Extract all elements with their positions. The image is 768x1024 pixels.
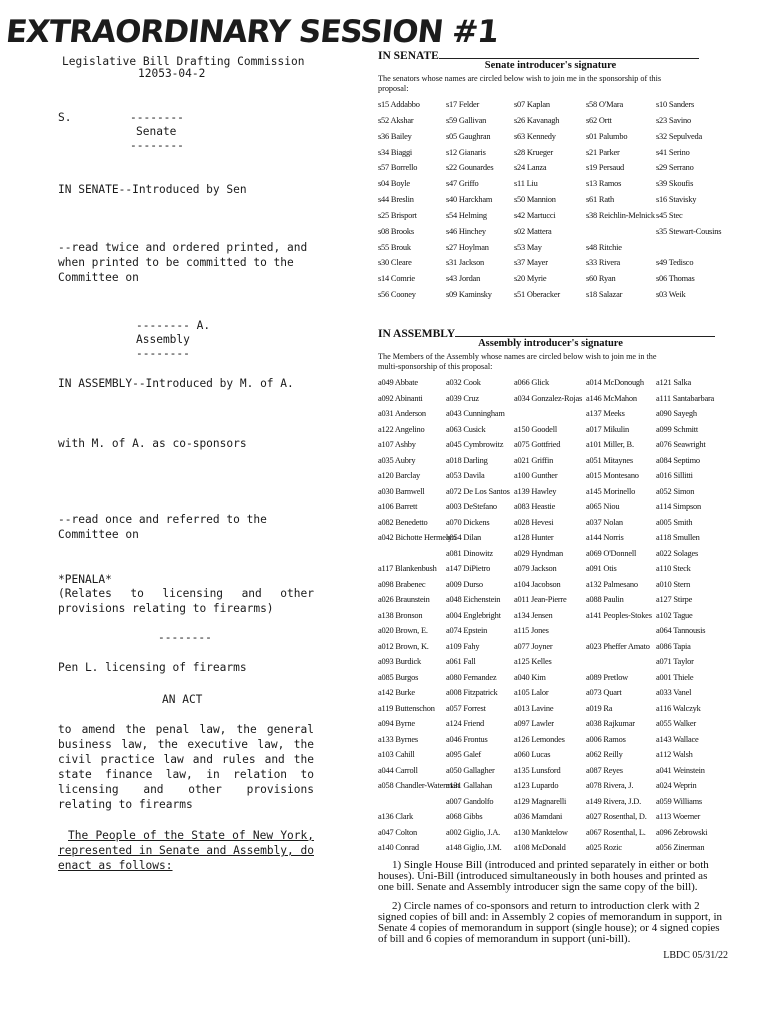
- member-name[interactable]: a133 Byrnes: [378, 734, 418, 744]
- member-name[interactable]: a074 Epstein: [446, 626, 488, 635]
- member-name[interactable]: a056 Zinerman: [656, 843, 705, 852]
- member-name[interactable]: a113 Woerner: [656, 812, 701, 821]
- member-name: [514, 409, 586, 425]
- senator-name[interactable]: s31 Jackson: [446, 258, 485, 268]
- senator-name[interactable]: s47 Griffo: [446, 179, 479, 189]
- senator-name[interactable]: s27 Hoylman: [446, 242, 489, 252]
- commission-name: Legislative Bill Drafting Commission: [62, 55, 305, 68]
- member-name: [586, 626, 656, 642]
- member-name[interactable]: a014 McDonough: [586, 378, 644, 387]
- assembly-introduced-line: IN ASSEMBLY--Introduced by M. of A.: [58, 377, 294, 390]
- senate-instruction: The senators whose names are circled below wish to join me in the sponsorship of this proposal:: [378, 74, 662, 93]
- member-name[interactable]: a028 Hevesi: [514, 517, 554, 527]
- member-name[interactable]: a091 Otis: [586, 564, 617, 573]
- senator-name[interactable]: s40 Harckham: [446, 195, 493, 205]
- member-name[interactable]: a020 Brown, E.: [378, 626, 428, 635]
- senator-name[interactable]: s02 Mattera: [514, 226, 552, 236]
- member-name[interactable]: a127 Stirpe: [656, 595, 693, 604]
- member-name[interactable]: a010 Stern: [656, 579, 691, 589]
- member-name[interactable]: a118 Smullen: [656, 533, 700, 542]
- member-name[interactable]: a053 Davila: [446, 471, 485, 480]
- senator-name[interactable]: s41 Serino: [656, 147, 690, 157]
- dash-line: --------: [136, 347, 190, 360]
- member-name[interactable]: a104 Jacobson: [514, 579, 561, 589]
- senator-name[interactable]: s03 Weik: [656, 290, 686, 300]
- senator-name[interactable]: s52 Akshar: [378, 115, 414, 125]
- senator-name[interactable]: s56 Cooney: [378, 290, 416, 300]
- member-name[interactable]: a089 Pretlow: [586, 672, 629, 682]
- member-name[interactable]: a023 Pheffer Amato: [586, 641, 650, 651]
- member-name[interactable]: a077 Joyner: [514, 641, 553, 651]
- bill-code: 12053-04-2: [138, 67, 206, 80]
- member-name[interactable]: a039 Cruz: [446, 393, 479, 403]
- senate-signature-label: Senate introducer's signature: [484, 60, 617, 71]
- member-name[interactable]: a145 Morinello: [586, 486, 636, 496]
- member-name[interactable]: a016 Sillitti: [656, 471, 693, 480]
- senator-name[interactable]: s39 Skoufis: [656, 179, 694, 189]
- member-name[interactable]: a102 Tague: [656, 610, 693, 620]
- senator-name[interactable]: s51 Oberacker: [514, 290, 560, 300]
- footnote-1: 1) Single House Bill (introduced and printed separately in either or both houses). Uni-Bill (introduced simultaneously in both houses and printed as one bill. Senate and Assembly introducer sign the same copy of the bill).: [378, 859, 709, 893]
- member-name[interactable]: a139 Hawley: [514, 486, 557, 496]
- senator-name[interactable]: s28 Krueger: [514, 147, 553, 157]
- assembly-heading-text: IN ASSEMBLY: [378, 328, 456, 340]
- member-name[interactable]: a029 Hyndman: [514, 548, 564, 558]
- member-name[interactable]: a013 Lavine: [514, 703, 554, 713]
- member-name[interactable]: a146 McMahon: [586, 393, 637, 403]
- member-name[interactable]: a032 Cook: [446, 378, 481, 387]
- senator-name[interactable]: s15 Addabbo: [378, 100, 420, 109]
- member-name[interactable]: a149 Rivera, J.D.: [586, 796, 641, 806]
- member-name[interactable]: a081 Dinowitz: [446, 548, 493, 558]
- senator-name[interactable]: s48 Ritchie: [586, 242, 622, 252]
- member-name[interactable]: a041 Weinstein: [656, 765, 705, 775]
- member-name[interactable]: a046 Frontus: [446, 734, 488, 744]
- member-name[interactable]: a061 Fall: [446, 657, 476, 666]
- an-act-heading: AN ACT: [162, 693, 203, 706]
- member-name[interactable]: a129 Magnarelli: [514, 796, 567, 806]
- member-name[interactable]: a110 Steck: [656, 564, 691, 573]
- member-name[interactable]: a015 Montesano: [586, 471, 639, 480]
- member-name[interactable]: a051 Mitaynes: [586, 455, 633, 465]
- member-name[interactable]: a062 Reilly: [586, 750, 623, 759]
- a-label: -------- A.: [136, 319, 211, 332]
- member-name[interactable]: a100 Gunther: [514, 471, 558, 480]
- senate-roster: [378, 100, 724, 306]
- member-name[interactable]: a078 Rivera, J.: [586, 781, 634, 790]
- act-text: to amend the penal law, the general business law, the executive law, the civil practice law and rules and the state finance law, in relation to licensing and other provisions relating to firearms: [58, 723, 314, 811]
- assembly-instruction: The Members of the Assembly whose names are circled below wish to join me in the multi-sponsorship of this proposal:: [378, 352, 657, 371]
- member-name[interactable]: a079 Jackson: [514, 564, 557, 573]
- member-name[interactable]: a087 Reyes: [586, 765, 623, 775]
- member-name[interactable]: a006 Ramos: [586, 734, 626, 744]
- senator-name[interactable]: s33 Rivera: [586, 258, 621, 268]
- member-name[interactable]: a049 Abbate: [378, 378, 418, 387]
- member-name[interactable]: a144 Norris: [586, 533, 624, 542]
- senator-name[interactable]: s54 Helming: [446, 210, 487, 220]
- senator-name[interactable]: s17 Felder: [446, 100, 480, 109]
- member-name[interactable]: a048 Eichenstein: [446, 595, 501, 604]
- member-name[interactable]: a112 Walsh: [656, 750, 693, 759]
- form-code: LBDC 05/31/22: [663, 950, 728, 961]
- member-name[interactable]: a054 Dilan: [446, 533, 481, 542]
- member-name[interactable]: a136 Clark: [378, 812, 413, 821]
- assembly-signature-line[interactable]: [455, 326, 715, 337]
- member-name[interactable]: a076 Seawright: [656, 440, 706, 449]
- member-name[interactable]: a034 Gonzalez-Rojas: [514, 393, 583, 403]
- member-name[interactable]: a030 Barnwell: [378, 486, 425, 496]
- member-name[interactable]: a132 Palmesano: [586, 579, 638, 589]
- member-name[interactable]: a131 Gallahan: [446, 781, 493, 790]
- senator-name[interactable]: s32 Sepulveda: [656, 131, 703, 141]
- enacting-clause: The People of the State of New York, represented in Senate and Assembly, do enact as follows:: [58, 829, 314, 872]
- member-name[interactable]: a106 Barrett: [378, 502, 418, 511]
- senate-label: Senate: [136, 125, 177, 138]
- member-name[interactable]: a003 DeStefano: [446, 502, 497, 511]
- member-name[interactable]: a064 Tannousis: [656, 626, 706, 635]
- member-name[interactable]: a018 Darling: [446, 455, 488, 465]
- member-name[interactable]: a005 Smith: [656, 517, 693, 527]
- member-name[interactable]: a109 Fahy: [446, 641, 480, 651]
- senator-name[interactable]: s07 Kaplan: [514, 100, 550, 109]
- member-name[interactable]: a082 Benedetto: [378, 517, 428, 527]
- senator-name[interactable]: s05 Gaughran: [446, 131, 491, 141]
- senator-name: [586, 227, 656, 243]
- member-name[interactable]: a084 Septimo: [656, 455, 700, 465]
- senator-name[interactable]: s09 Kaminsky: [446, 290, 492, 300]
- member-name[interactable]: a086 Tapia: [656, 641, 691, 651]
- dash-line: --------: [158, 631, 212, 644]
- member-name: [586, 657, 656, 673]
- member-name[interactable]: a095 Galef: [446, 750, 481, 759]
- senator-name[interactable]: s57 Borrello: [378, 163, 418, 173]
- member-name[interactable]: a099 Schmitt: [656, 424, 699, 434]
- member-name[interactable]: a059 Williams: [656, 796, 702, 806]
- senator-name[interactable]: s36 Bailey: [378, 131, 412, 141]
- member-name[interactable]: a134 Jensen: [514, 610, 553, 620]
- member-name[interactable]: a114 Simpson: [656, 502, 701, 511]
- member-name[interactable]: a011 Jean-Pierre: [514, 595, 567, 604]
- member-name[interactable]: a083 Heastie: [514, 502, 556, 511]
- short-title: Pen L. licensing of firearms: [58, 661, 247, 674]
- member-name[interactable]: a119 Buttenschon: [378, 703, 435, 713]
- senator-name[interactable]: s22 Gounardes: [446, 163, 494, 173]
- senator-name[interactable]: s55 Brouk: [378, 242, 411, 252]
- senator-name: [656, 243, 724, 259]
- member-name[interactable]: a008 Fitzpatrick: [446, 688, 498, 697]
- member-name[interactable]: a135 Lunsford: [514, 765, 561, 775]
- member-name[interactable]: a063 Cusick: [446, 424, 486, 434]
- member-name[interactable]: a147 DiPietro: [446, 564, 491, 573]
- member-name[interactable]: a066 Glick: [514, 378, 549, 387]
- member-name[interactable]: a052 Simon: [656, 486, 695, 496]
- member-name[interactable]: a098 Brabenec: [378, 579, 426, 589]
- senator-name[interactable]: s35 Stewart-Cousins: [656, 226, 722, 236]
- senate-read-clause: --read twice and ordered printed, and when printed to be committed to the Committee on: [58, 241, 308, 284]
- senator-name[interactable]: s59 Gallivan: [446, 115, 487, 125]
- member-name[interactable]: a124 Friend: [446, 719, 485, 728]
- member-name[interactable]: a130 Manktelow: [514, 827, 568, 837]
- member-name[interactable]: a043 Cunningham: [446, 409, 505, 418]
- member-name[interactable]: a026 Braunstein: [378, 595, 430, 604]
- member-name[interactable]: a096 Zebrowski: [656, 827, 708, 837]
- member-name[interactable]: a108 McDonald: [514, 843, 566, 852]
- member-name[interactable]: a138 Bronson: [378, 610, 423, 620]
- member-name[interactable]: a035 Aubry: [378, 455, 416, 465]
- member-name[interactable]: a088 Paulin: [586, 595, 624, 604]
- member-name[interactable]: a090 Sayegh: [656, 409, 697, 418]
- senator-name[interactable]: s24 Lanza: [514, 163, 547, 173]
- senator-name[interactable]: s01 Palumbo: [586, 131, 628, 141]
- member-name[interactable]: a019 Ra: [586, 703, 613, 713]
- member-name[interactable]: a128 Hunter: [514, 533, 554, 542]
- member-name[interactable]: a017 Mikulin: [586, 424, 629, 434]
- member-name[interactable]: a150 Goodell: [514, 424, 557, 434]
- member-name[interactable]: a024 Weprin: [656, 781, 697, 790]
- senator-name[interactable]: s49 Tedisco: [656, 258, 694, 268]
- senator-name[interactable]: s43 Jordan: [446, 274, 481, 284]
- law-tag: *PENALA*: [58, 573, 112, 586]
- member-name[interactable]: a009 Durso: [446, 579, 483, 589]
- member-name[interactable]: a140 Conrad: [378, 843, 419, 852]
- member-name[interactable]: a038 Rajkumar: [586, 719, 635, 728]
- member-name[interactable]: a101 Miller, B.: [586, 440, 634, 449]
- member-name[interactable]: a123 Lupardo: [514, 781, 559, 790]
- senator-name[interactable]: s12 Gianaris: [446, 147, 486, 157]
- senator-name[interactable]: s06 Thomas: [656, 274, 695, 284]
- senator-name[interactable]: s29 Serrano: [656, 163, 694, 173]
- senator-name[interactable]: s58 O'Mara: [586, 100, 623, 109]
- cosponsors-line: with M. of A. as co-sponsors: [58, 437, 247, 450]
- member-name[interactable]: a103 Cahill: [378, 750, 415, 759]
- member-name[interactable]: a126 Lemondes: [514, 734, 565, 744]
- member-name[interactable]: a065 Niou: [586, 502, 620, 511]
- subject-line: (Relates to licensing and other provisions relating to firearms): [58, 587, 314, 615]
- assembly-signature-label: Assembly introducer's signature: [478, 338, 623, 349]
- member-name[interactable]: a116 Walczyk: [656, 703, 701, 713]
- member-name[interactable]: a117 Blankenbush: [378, 564, 437, 573]
- senate-signature-line[interactable]: [439, 48, 699, 59]
- member-name[interactable]: a037 Nolan: [586, 517, 623, 527]
- member-name[interactable]: a148 Giglio, J.M.: [446, 843, 502, 852]
- member-name[interactable]: a121 Salka: [656, 378, 691, 387]
- senator-name[interactable]: s26 Kavanagh: [514, 115, 560, 125]
- member-name[interactable]: a022 Solages: [656, 548, 699, 558]
- member-name[interactable]: a002 Giglio, J.A.: [446, 827, 501, 837]
- member-name: [378, 797, 446, 813]
- footnote-2: 2) Circle names of co-sponsors and return to introduction clerk with 2 signed copies of bill and: in Assembly 2 copies of memorandum in support, in Senate 4 copies of memorandum in support (single house); or 4 signed copies of bill and 6 copies of memorandum in support (uni-bill).: [378, 900, 723, 945]
- member-name[interactable]: a141 Peoples-Stokes: [586, 610, 652, 620]
- member-name[interactable]: a012 Brown, K.: [378, 641, 429, 651]
- member-name[interactable]: a071 Taylor: [656, 657, 694, 666]
- member-name[interactable]: a122 Angelino: [378, 424, 425, 434]
- member-name[interactable]: a072 De Los Santos: [446, 486, 510, 496]
- assembly-roster: [378, 378, 724, 859]
- senator-name[interactable]: s25 Brisport: [378, 210, 417, 220]
- senator-name[interactable]: s34 Biaggi: [378, 147, 413, 157]
- member-name[interactable]: a107 Ashby: [378, 440, 416, 449]
- assembly-read-clause: --read once and referred to the Committee on: [58, 513, 267, 541]
- member-name[interactable]: a021 Griffin: [514, 455, 554, 465]
- member-name[interactable]: a067 Rosenthal, L.: [586, 827, 646, 837]
- member-name[interactable]: a047 Colton: [378, 827, 417, 837]
- senator-name[interactable]: s18 Salazar: [586, 290, 623, 300]
- senator-name[interactable]: s53 May: [514, 242, 542, 252]
- member-name[interactable]: a031 Anderson: [378, 409, 426, 418]
- senator-name[interactable]: s37 Mayer: [514, 258, 548, 268]
- member-name[interactable]: a142 Burke: [378, 688, 415, 697]
- member-name[interactable]: a045 Cymbrowitz: [446, 440, 504, 449]
- member-name[interactable]: a092 Abinanti: [378, 393, 423, 403]
- member-name[interactable]: a080 Fernandez: [446, 672, 497, 682]
- senator-name[interactable]: s50 Mannion: [514, 195, 556, 205]
- senator-name[interactable]: s46 Hinchey: [446, 226, 486, 236]
- member-name[interactable]: a044 Carroll: [378, 765, 418, 775]
- senator-name[interactable]: s14 Comrie: [378, 274, 415, 284]
- member-name[interactable]: a027 Rosenthal, D.: [586, 812, 647, 821]
- senator-name[interactable]: s62 Ortt: [586, 115, 612, 125]
- senator-name[interactable]: s42 Martucci: [514, 210, 556, 220]
- senator-name[interactable]: s63 Kennedy: [514, 131, 556, 141]
- member-name[interactable]: a093 Burdick: [378, 657, 421, 666]
- senator-name[interactable]: s21 Parker: [586, 147, 620, 157]
- member-name[interactable]: a069 O'Donnell: [586, 548, 637, 558]
- senator-name[interactable]: s44 Breslin: [378, 195, 414, 205]
- member-name[interactable]: a120 Barclay: [378, 471, 421, 480]
- senator-name[interactable]: s19 Persaud: [586, 163, 625, 173]
- member-name[interactable]: a075 Gottfried: [514, 440, 561, 449]
- member-name[interactable]: a007 Gandolfo: [446, 796, 494, 806]
- member-name[interactable]: a042 Bichotte Hermelyn: [378, 533, 456, 542]
- senator-name[interactable]: s20 Myrie: [514, 274, 547, 284]
- s-label: S.: [58, 111, 72, 124]
- senator-name[interactable]: s16 Stavisky: [656, 195, 697, 205]
- member-name[interactable]: a125 Kelles: [514, 657, 552, 666]
- member-name[interactable]: a040 Kim: [514, 672, 546, 682]
- senator-name[interactable]: s11 Liu: [514, 179, 538, 189]
- member-name[interactable]: a105 Lalor: [514, 688, 549, 697]
- member-name[interactable]: a137 Meeks: [586, 409, 625, 418]
- member-name[interactable]: a085 Burgos: [378, 672, 419, 682]
- member-name[interactable]: a025 Rozic: [586, 843, 622, 852]
- senator-name[interactable]: s13 Ramos: [586, 179, 622, 189]
- member-name[interactable]: a055 Walker: [656, 719, 696, 728]
- member-name[interactable]: a094 Byrne: [378, 719, 415, 728]
- assembly-label: Assembly: [136, 333, 190, 346]
- member-name[interactable]: a111 Santabarbara: [656, 393, 715, 403]
- member-name: [378, 549, 446, 565]
- member-name[interactable]: a073 Quart: [586, 688, 622, 697]
- member-name[interactable]: a050 Gallagher: [446, 765, 495, 775]
- senator-name[interactable]: s38 Reichlin-Melnick: [586, 210, 655, 220]
- member-name[interactable]: a033 Vanel: [656, 688, 692, 697]
- member-name[interactable]: a070 Dickens: [446, 517, 490, 527]
- senator-name[interactable]: s61 Rath: [586, 195, 614, 205]
- member-name[interactable]: a060 Lucas: [514, 750, 551, 759]
- senator-name[interactable]: s08 Brooks: [378, 226, 414, 236]
- senator-name[interactable]: s60 Ryan: [586, 274, 616, 284]
- member-name[interactable]: a143 Wallace: [656, 734, 699, 744]
- member-name[interactable]: a004 Englebright: [446, 610, 501, 620]
- member-name[interactable]: a001 Thiele: [656, 672, 694, 682]
- member-name[interactable]: a057 Forrest: [446, 703, 486, 713]
- senator-name[interactable]: s10 Sanders: [656, 100, 695, 109]
- footer-notes: [378, 860, 723, 953]
- senator-name[interactable]: s30 Cleare: [378, 258, 412, 268]
- member-name[interactable]: a036 Mamdani: [514, 812, 563, 821]
- member-name[interactable]: a115 Jones: [514, 626, 549, 635]
- handwritten-title: EXTRAORDINARY SESSION #1: [4, 14, 500, 50]
- senator-name[interactable]: s23 Savino: [656, 115, 691, 125]
- member-name[interactable]: a058 Chandler-Waterman: [378, 781, 460, 790]
- member-name[interactable]: a068 Gibbs: [446, 812, 483, 821]
- member-name[interactable]: a097 Lawler: [514, 719, 554, 728]
- senate-heading-text: IN SENATE: [378, 50, 439, 62]
- dash-line: --------: [130, 139, 184, 152]
- senate-introduced-line: IN SENATE--Introduced by Sen: [58, 183, 247, 196]
- senator-name[interactable]: s45 Stec: [656, 210, 683, 220]
- senator-name[interactable]: s04 Boyle: [378, 179, 410, 189]
- dash-line: --------: [130, 111, 184, 124]
